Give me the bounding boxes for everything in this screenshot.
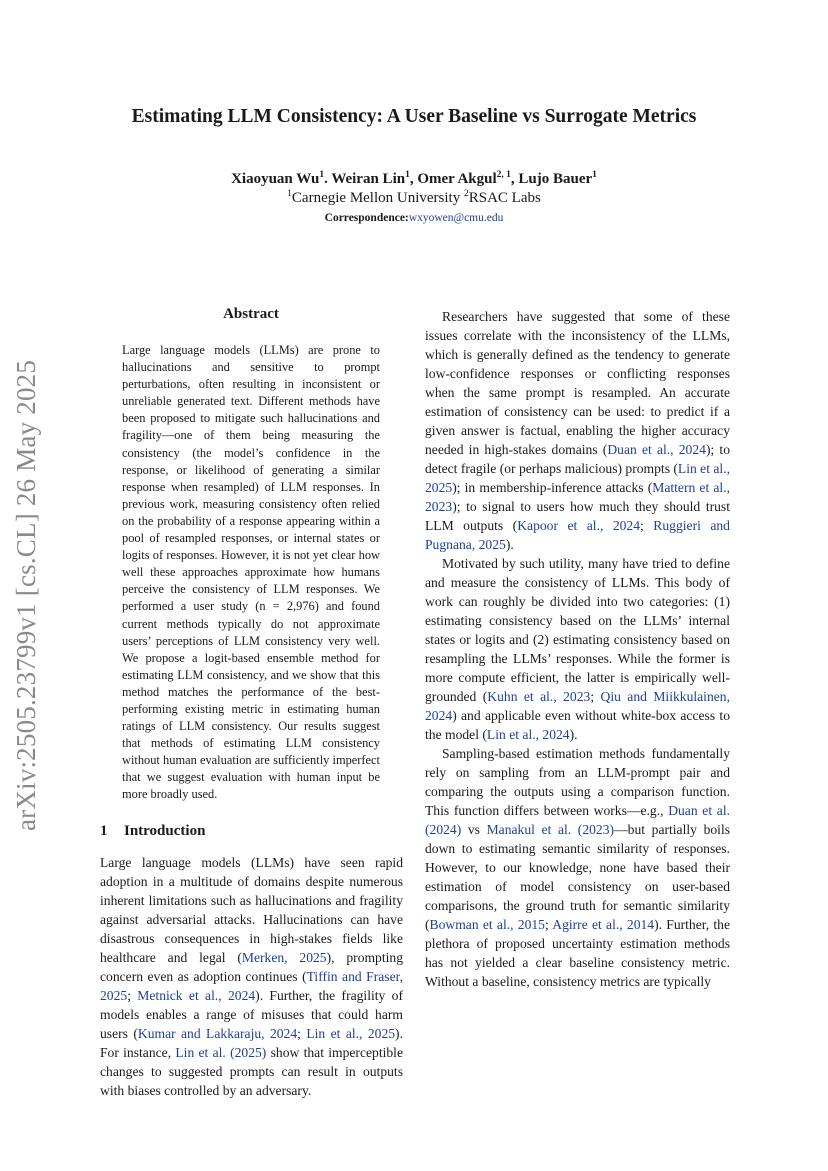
intro-paragraph-1	[100, 853, 403, 1100]
body-text: show that imperceptible changes to suggested prompts can result in outputs with biases controlled by an adversary.	[100, 1045, 403, 1098]
correspondence-email-link[interactable]: wxyowen@cmu.edu	[408, 212, 504, 224]
citation-link[interactable]: Tiffin and Fraser, 2025	[100, 969, 403, 1003]
body-text: vs	[461, 822, 487, 837]
citation-link[interactable]: Duan et al., 2024	[607, 442, 706, 457]
citation-link[interactable]: Mattern et al., 2023	[425, 480, 730, 514]
body-text: —but partially boils down to estimating semantic similarity of responses. However, to our knowledge, none have based their estimation of model consistency on user-based comparisons, the ground truth for semantic similarity (	[425, 822, 731, 932]
body-text: ) and applicable even without white-box access to the model (	[425, 708, 730, 742]
body-text: Motivated by such utility, many have tried to define and measure the consistency of LLMs. This body of work can roughly be divided into two categories: (1) estimating consistency based on the LLMs’ internal states or logits and (2) estimating consistency based on resampling the LLMs’ responses. While the former is more compute efficient, the latter is empirically well-grounded (	[425, 556, 730, 704]
citation-link[interactable]: Kapoor et al., 2024	[517, 518, 641, 533]
citation-link[interactable]: Merken, 2025	[241, 950, 327, 965]
intro-paragraph-3	[425, 554, 730, 744]
body-text: ). For instance,	[100, 1026, 403, 1060]
author-separator: ,	[409, 171, 418, 187]
affiliation-name: Carnegie Mellon University	[291, 190, 464, 206]
citation-link[interactable]: Agirre et al., 2014	[552, 917, 655, 932]
citation-link[interactable]: Qiu and Miikkulainen, 2024	[425, 689, 730, 723]
author-name: Omer Akgul	[417, 171, 497, 187]
author-affiliation-mark: 1	[592, 170, 597, 180]
author-name: Xiaoyuan Wu	[231, 171, 320, 187]
body-text: ). Further, the fragility of models enables a range of misuses that could harm users (	[100, 988, 403, 1041]
body-text: ;	[590, 689, 601, 704]
abstract-heading: Abstract	[223, 306, 279, 322]
intro-paragraph-2	[425, 307, 730, 554]
author-affiliation-mark: 1	[405, 170, 410, 180]
body-text: ), prompting concern even as adoption continues (	[100, 950, 404, 984]
citation-link[interactable]: Lin et al., 2025	[306, 1026, 396, 1041]
abstract-text: Large language models (LLMs) are prone to hallucinations and sensitive to prompt perturbations, often resulting in inconsistent or unreliable generated text. Different methods have been proposed to mitigate such hallucinations and fragility—one of them being measuring the consistency (the model’s confidence in the response, or likelihood of generating a similar response when resampled) of LLM responses. In previous work, measuring consistency often relied on the probability of a response appearing within a pool of resampled responses, or internal states or logits of responses. However, it is not yet clear how well these approaches approximate how humans perceive the consistency of LLM responses. We performed a user study (n = 2,976) and found current methods typically do not approximate users’ perceptions of LLM consistency very well. We propose a logit-based ensemble method for estimating LLM consistency, and we show that this method matches the performance of the best-performing existing metric in estimating human ratings of LLM consistency. Our results suggest that methods of estimating LLM consistency without human evaluation are sufficiently imperfect that we suggest evaluation with human input be more broadly used.	[122, 343, 380, 802]
citation-link[interactable]: Lin et al., 2024	[486, 727, 570, 742]
section-number: 1	[100, 823, 108, 839]
body-text: ). Further, the plethora of proposed uncertainty estimation methods has not yielded a clear baseline consistency metric. Without a baseline, consistency metrics are typically	[425, 917, 730, 989]
body-text: ;	[297, 1026, 307, 1041]
citation-link[interactable]: Manakul et al. (2023)	[486, 822, 615, 837]
author-separator: ,	[510, 171, 519, 187]
affiliation-mark: 2	[463, 189, 469, 199]
author-affiliation-mark: 2, 1	[496, 170, 511, 180]
section-title: Introduction	[124, 823, 206, 839]
abstract-body	[122, 342, 380, 804]
body-text: ).	[505, 537, 514, 552]
body-text: ); to detect fragile (or perhaps malicious) prompts (	[425, 442, 731, 476]
author-separator: .	[324, 171, 332, 187]
affiliations	[0, 190, 828, 207]
citation-link[interactable]: Ruggieri and Pugnana, 2025	[425, 518, 730, 552]
citation-link[interactable]: Kuhn et al., 2023	[487, 689, 591, 704]
arxiv-identifier-stamp: arXiv:2505.23799v1 [cs.CL] 26 May 2025	[11, 359, 41, 831]
body-text: ;	[544, 917, 553, 932]
body-text: ); to signal to users how much they should trust LLM outputs (	[425, 499, 730, 533]
body-text: ;	[640, 518, 654, 533]
body-text: ).	[569, 727, 578, 742]
body-text: Researchers have suggested that some of these issues correlate with the inconsistency of the LLMs, which is generally defined as the tendency to generate low-confidence responses or conflicting responses when the same prompt is resampled. An accurate estimation of consistency can be used: to predict if a given answer is factual, enabling the higher accuracy needed in high-stakes domains (	[425, 309, 730, 457]
author-affiliation-mark: 1	[319, 170, 325, 180]
section-heading	[100, 823, 205, 840]
paper-title: Estimating LLM Consistency: A User Baseline vs Surrogate Metrics	[131, 106, 697, 127]
author-list	[0, 171, 828, 188]
citation-link[interactable]: Lin et al. (2025)	[175, 1045, 267, 1060]
affiliation-mark: 1	[287, 189, 292, 199]
citation-link[interactable]: Bowman et al., 2015	[429, 917, 545, 932]
citation-link[interactable]: Lin et al., 2025	[425, 461, 730, 495]
author-name: Lujo Bauer	[518, 171, 593, 187]
correspondence-line	[0, 212, 828, 224]
body-text: Sampling-based estimation methods fundamentally rely on sampling from an LLM-prompt pair and comparing the outputs using a comparison function. This function differs between works—e.g.,	[425, 746, 730, 818]
citation-link[interactable]: Metnick et al., 2024	[137, 988, 256, 1003]
intro-paragraph-4	[425, 744, 730, 991]
citation-link[interactable]: Duan et al. (2024)	[425, 803, 730, 837]
citation-link[interactable]: Kumar and Lakkaraju, 2024	[137, 1026, 298, 1041]
affiliation-name: RSAC Labs	[468, 190, 541, 206]
body-text: Large language models (LLMs) have seen rapid adoption in a multitude of domains despite numerous inherent limitations such as hallucinations and fragility against adversarial attacks. Hallucinations can have disastrous consequences in high-stakes fields like healthcare and legal (	[100, 855, 403, 965]
body-text: ;	[127, 988, 138, 1003]
correspondence-label: Correspondence:	[324, 212, 409, 224]
body-text: ); in membership-inference attacks (	[452, 480, 653, 495]
right-column	[425, 307, 730, 991]
author-name: Weiran Lin	[331, 171, 406, 187]
